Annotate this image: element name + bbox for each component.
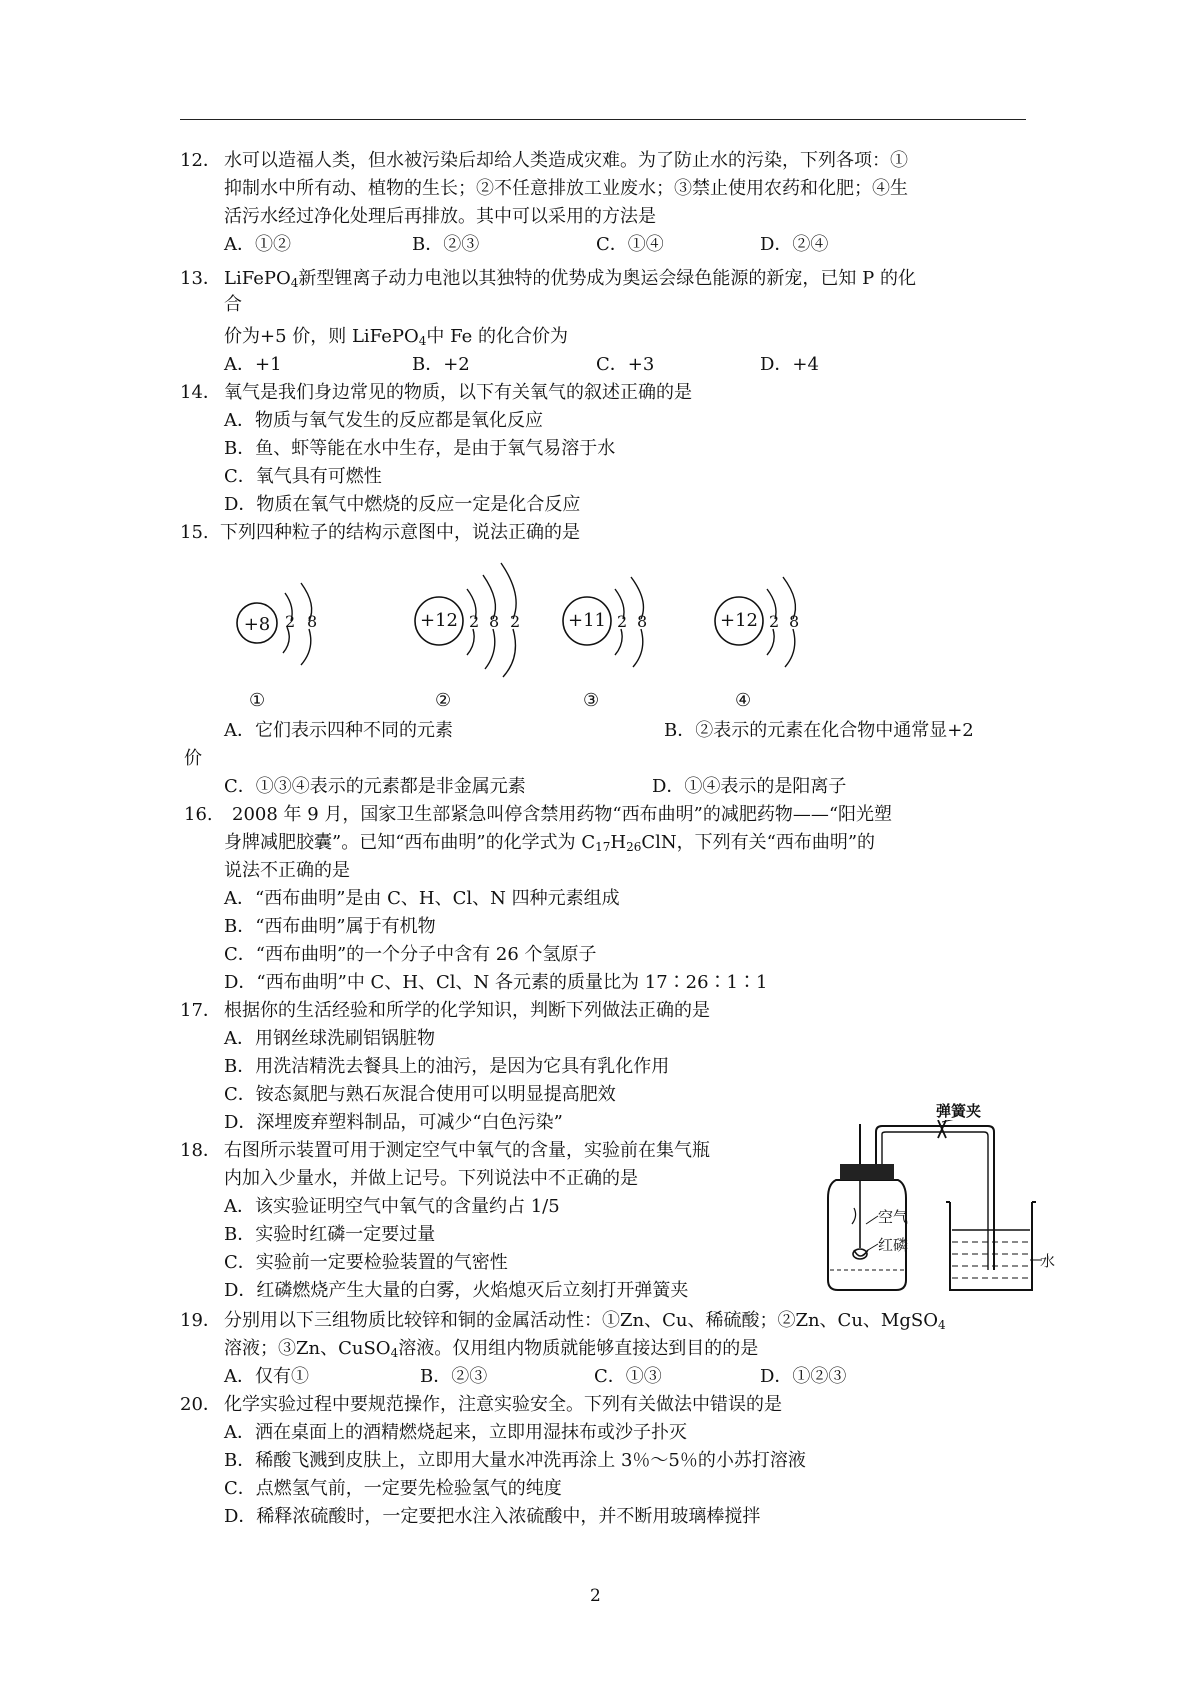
- question-text: 内加入少量水，并做上记号。下列说法中不正确的是: [224, 1168, 638, 1189]
- question-number: 19．: [180, 1310, 221, 1331]
- question-number: 13．: [180, 268, 221, 289]
- nucleus-charge: +12: [720, 610, 758, 631]
- shell-electrons: 8: [489, 612, 500, 631]
- header-rule: [180, 119, 1026, 120]
- option-b: B．用洗洁精洗去餐具上的油污，是因为它具有乳化作用: [224, 1056, 670, 1077]
- label-red-phosphorus: 红磷: [878, 1236, 909, 1254]
- nucleus-charge: +11: [568, 610, 606, 631]
- option-a: A．用钢丝球洗刷铝锅脏物: [224, 1028, 435, 1049]
- option-b: B．②③: [420, 1366, 488, 1387]
- question-text: 说法不正确的是: [224, 860, 350, 881]
- shell-electrons: 8: [307, 612, 318, 631]
- question-number: 18．: [180, 1140, 221, 1161]
- nucleus-charge: +8: [243, 614, 271, 635]
- question-number: 17．: [180, 1000, 221, 1021]
- question-text: 右图所示装置可用于测定空气中氧气的含量，实验前在集气瓶: [224, 1140, 710, 1161]
- option-b: B．“西布曲明”属于有机物: [224, 916, 436, 937]
- question-text: 化学实验过程中要规范操作，注意实验安全。下列有关做法中错误的是: [224, 1394, 782, 1415]
- option-d: D．+4: [760, 354, 819, 375]
- option-b-continued: 价: [184, 748, 202, 769]
- diagram-label: ③: [583, 690, 600, 711]
- option-d: D．物质在氧气中燃烧的反应一定是化合反应: [224, 494, 581, 515]
- shell-electrons: 2: [285, 612, 296, 631]
- option-b: B．+2: [412, 354, 470, 375]
- option-c: C．“西布曲明”的一个分子中含有 26 个氢原子: [224, 944, 597, 965]
- option-a: A．“西布曲明”是由 C、H、Cl、N 四种元素组成: [224, 888, 620, 909]
- option-c: C．+3: [596, 354, 655, 375]
- option-a: A．该实验证明空气中氧气的含量约占 1/5: [224, 1196, 560, 1217]
- option-d: D．②④: [760, 234, 829, 255]
- nucleus-charge: +12: [420, 610, 458, 631]
- option-d: D．红磷燃烧产生大量的白雾，火焰熄灭后立刻打开弹簧夹: [224, 1280, 689, 1301]
- question-number: 15.: [180, 522, 209, 543]
- option-c: C．①③④表示的元素都是非金属元素: [224, 776, 526, 797]
- option-c: C．铵态氮肥与熟石灰混合使用可以明显提高肥效: [224, 1084, 616, 1105]
- option-a: A．①②: [224, 234, 291, 255]
- option-b: B．实验时红磷一定要过量: [224, 1224, 436, 1245]
- shell-electrons: 2: [769, 612, 780, 631]
- question-text: 氧气是我们身边常见的物质，以下有关氧气的叙述正确的是: [224, 382, 692, 403]
- question-text: 下列四种粒子的结构示意图中，说法正确的是: [220, 522, 580, 543]
- diagram-label: ①: [249, 690, 266, 711]
- option-d: D．①②③: [760, 1366, 847, 1387]
- shell-electrons: 2: [469, 612, 480, 631]
- question-text: 身牌减肥胶囊”。已知“西布曲明”的化学式为 $C_{17}H_{26}ClN$，下列有关“西布曲明”的: [224, 832, 876, 854]
- question-text: 价为+5 价，则 LiFePO$_4$中 Fe 的化合价为: [224, 326, 568, 348]
- question-text: 水可以造福人类，但水被污染后却给人类造成灾难。为了防止水的污染，下列各项：①: [224, 150, 908, 171]
- option-c: C．实验前一定要检验装置的气密性: [224, 1252, 508, 1273]
- option-a: A．洒在桌面上的酒精燃烧起来，立即用湿抹布或沙子扑灭: [224, 1422, 687, 1443]
- atom-structure-diagrams: [225, 545, 915, 715]
- option-c: C．①③: [594, 1366, 662, 1387]
- question-number: 12．: [180, 150, 221, 171]
- shell-electrons: 8: [637, 612, 648, 631]
- option-b: B．稀酸飞溅到皮肤上，立即用大量水冲洗再涂上 3％～5％的小苏打溶液: [224, 1450, 806, 1471]
- option-b: B．②表示的元素在化合物中通常显+2: [664, 720, 974, 741]
- shell-electrons: 2: [510, 612, 521, 631]
- option-a: A．物质与氧气发生的反应都是氧化反应: [224, 410, 543, 431]
- option-c: C．点燃氢气前，一定要先检验氢气的纯度: [224, 1478, 562, 1499]
- question-text: 根据你的生活经验和所学的化学知识，判断下列做法正确的是: [224, 1000, 710, 1021]
- shell-electrons: 2: [617, 612, 628, 631]
- diagram-label: ②: [435, 690, 452, 711]
- option-a: A．+1: [224, 354, 282, 375]
- option-a: A．它们表示四种不同的元素: [224, 720, 453, 741]
- atom-diagram-3: [553, 545, 683, 711]
- question-text: 抑制水中所有动、植物的生长；②不任意排放工业废水；③禁止使用农药和化肥；④生: [224, 178, 908, 199]
- label-spring-clip: 弹簧夹: [936, 1102, 982, 1120]
- option-d: D．稀释浓硫酸时，一定要把水注入浓硫酸中，并不断用玻璃棒搅拌: [224, 1506, 761, 1527]
- label-water: 水: [1040, 1252, 1056, 1270]
- question-number: 20．: [180, 1394, 221, 1415]
- question-text: LiFePO$_4$新型锂离子动力电池以其独特的优势成为奥运会绿色能源的新宠，已知 P 的化: [224, 268, 916, 290]
- question-text: 活污水经过净化处理后再排放。其中可以采用的方法是: [224, 206, 656, 227]
- option-b: B．鱼、虾等能在水中生存，是由于氧气易溶于水: [224, 438, 616, 459]
- oxygen-measurement-apparatus: [818, 1102, 1056, 1298]
- question-text: 2008 年 9 月，国家卫生部紧急叫停含禁用药物“西布曲明”的减肥药物——“阳光塑: [232, 804, 893, 825]
- option-b: B．②③: [412, 234, 480, 255]
- question-text: 溶液；③Zn、CuSO$_4$溶液。仅用组内物质就能够直接达到目的的是: [224, 1338, 759, 1360]
- atom-diagram-1: [225, 545, 355, 711]
- option-c: C．氧气具有可燃性: [224, 466, 382, 487]
- question-number: 14．: [180, 382, 221, 403]
- question-text: 分别用以下三组物质比较锌和铜的金属活动性：①Zn、Cu、稀硫酸；②Zn、Cu、MgSO$_4$: [224, 1310, 946, 1332]
- label-air: 空气: [878, 1208, 909, 1226]
- option-d: D．“西布曲明”中 C、H、Cl、N 各元素的质量比为 17∶26∶1∶1: [224, 972, 768, 993]
- diagram-label: ④: [735, 690, 752, 711]
- option-d: D．①④表示的是阳离子: [652, 776, 847, 797]
- atom-diagram-2: [405, 545, 535, 711]
- question-text: 合: [224, 294, 242, 315]
- atom-diagram-4: [705, 545, 835, 711]
- shell-electrons: 8: [789, 612, 800, 631]
- page-number: 2: [590, 1586, 601, 1606]
- option-c: C．①④: [596, 234, 664, 255]
- question-number: 16.: [184, 804, 213, 825]
- option-a: A．仅有①: [224, 1366, 309, 1387]
- option-d: D．深埋废弃塑料制品，可减少“白色污染”: [224, 1112, 563, 1133]
